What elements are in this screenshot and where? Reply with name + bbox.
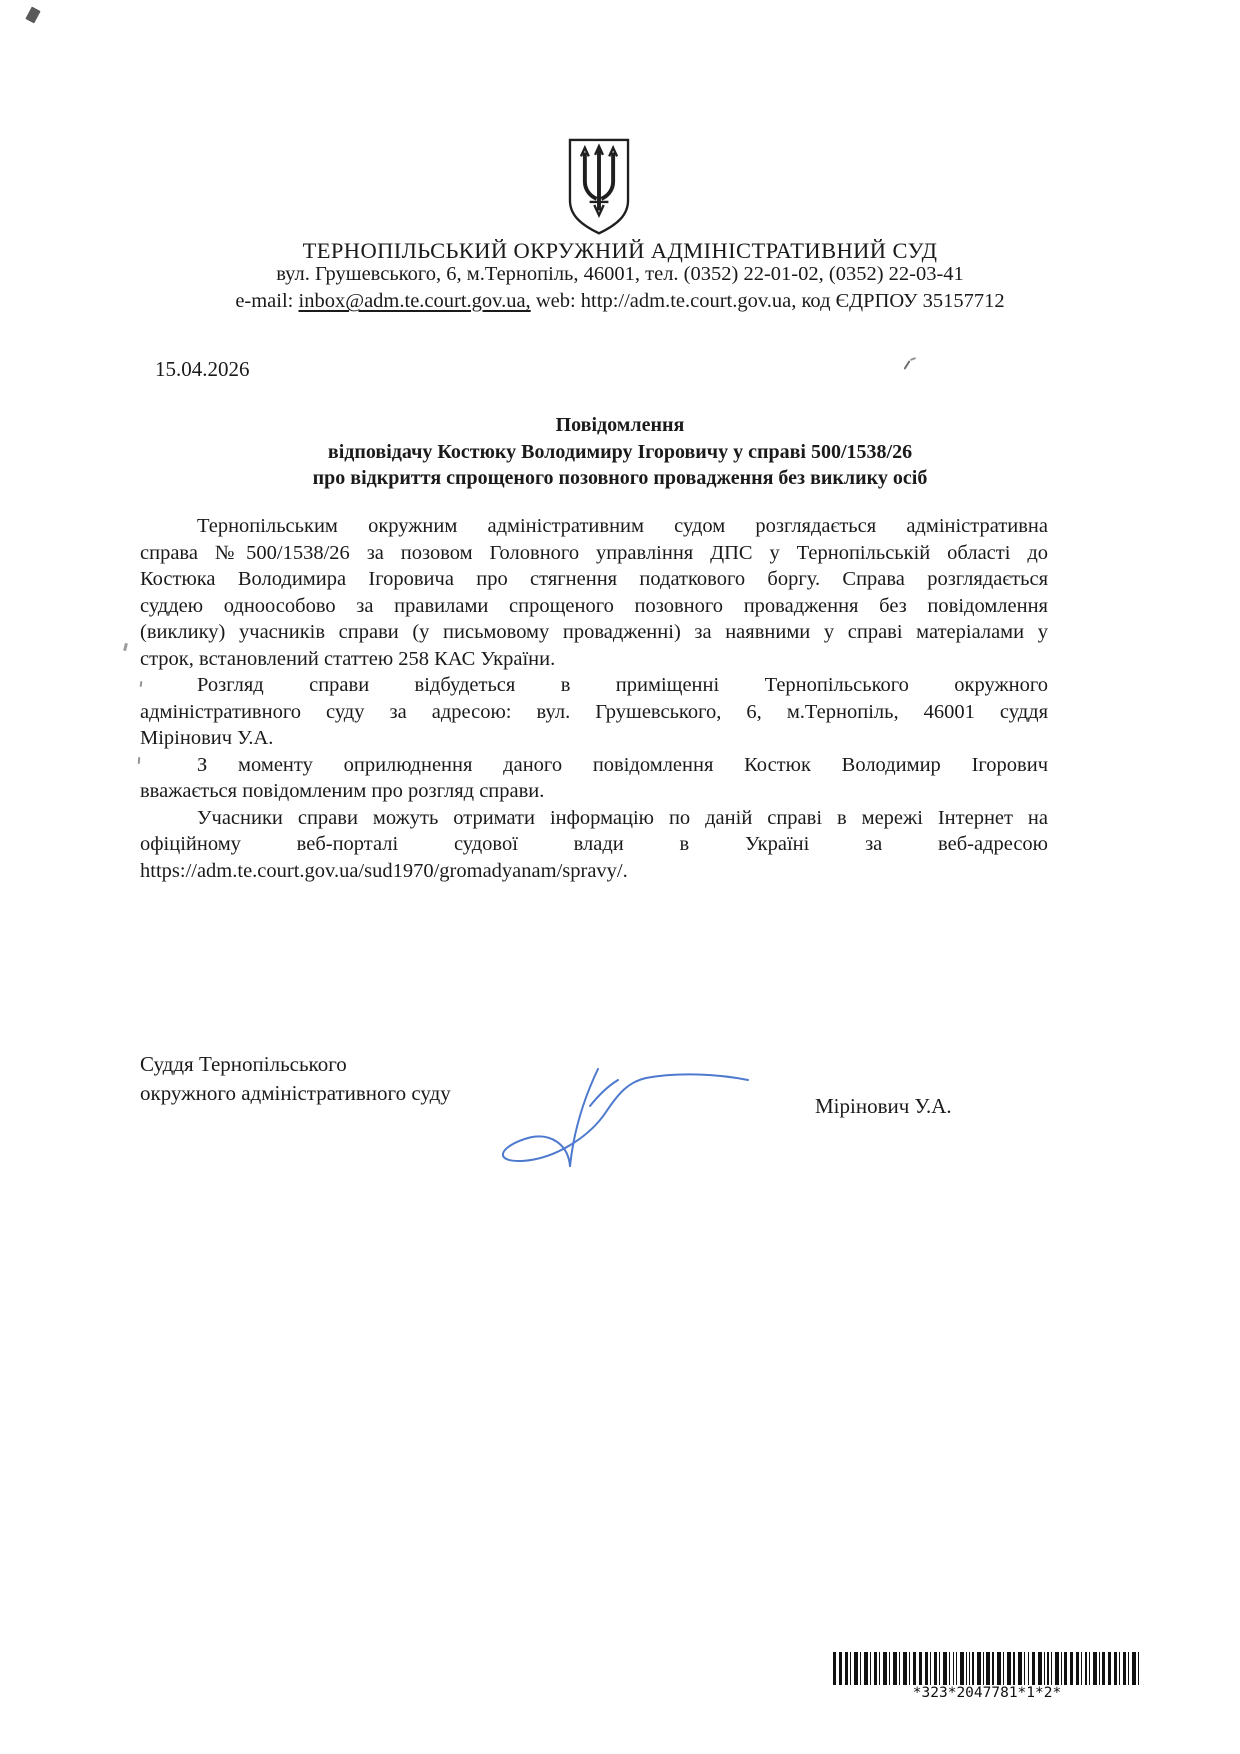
web-label: web:	[530, 290, 581, 312]
court-contacts	[0, 290, 1240, 313]
web-address: http://adm.te.court.gov.ua	[580, 290, 792, 312]
title-line-3: про відкриття спрощеного позовного провадження без виклику осіб	[312, 467, 928, 489]
document-body	[140, 513, 1048, 884]
signer-position	[140, 1050, 451, 1108]
barcode-text: *323*2047781*1*2*	[912, 1685, 1062, 1701]
email-address: inbox@adm.te.court.gov.ua,	[298, 290, 531, 312]
edrpou-code: , код ЄДРПОУ 35157712	[791, 290, 1005, 312]
body-paragraph	[140, 672, 1048, 752]
title-line-1: Повідомлення	[555, 414, 685, 436]
body-line: Учасники справи можуть отримати інформацію по даній справі в мережі Інтернет на	[197, 806, 1048, 829]
scan-artifact	[123, 643, 128, 652]
document-date: 15.04.2026	[155, 357, 250, 381]
handwritten-signature	[478, 1066, 753, 1171]
signer-name: Мірінович У.А.	[815, 1094, 952, 1118]
court-address: вул. Грушевського, 6, м.Тернопіль, 46001, тел. (0352) 22-01-02, (0352) 22-03-41	[276, 263, 964, 285]
body-line: офіційному веб-порталі судової влади в Україні за веб-адресою	[140, 833, 1048, 855]
body-line: (виклику) учасників справи (у письмовому провадженні) за наявними у справі матеріалами у	[140, 621, 1048, 643]
body-paragraph	[140, 805, 1048, 885]
email-label: e-mail:	[235, 290, 299, 312]
body-paragraph	[140, 513, 1048, 672]
body-line: https://adm.te.court.gov.ua/sud1970/gromadyanam/spravy/.	[140, 859, 628, 882]
body-line: Мірінович У.А.	[140, 727, 274, 749]
signer-position-line-2: окружного адміністративного суду	[140, 1081, 451, 1105]
body-line: суддею одноособово за правилами спрощеного позовного провадження без повідомлення	[140, 594, 1048, 617]
barcode	[833, 1652, 1141, 1685]
scan-artifact	[25, 6, 40, 23]
body-line: Тернопільським окружним адміністративним судом розглядається адміністративна	[197, 515, 1048, 537]
body-line: З моменту оприлюднення даного повідомлення Костюк Володимир Ігорович	[197, 753, 1048, 776]
scan-artifact	[904, 360, 911, 370]
body-line: Розгляд справи відбудеться в приміщенні Тернопільського окружного	[197, 674, 1048, 696]
court-name: ТЕРНОПІЛЬСЬКИЙ ОКРУЖНИЙ АДМІНІСТРАТИВНИЙ СУД	[302, 238, 938, 263]
signer-position-line-1: Суддя Тернопільського	[140, 1052, 347, 1076]
body-paragraph	[140, 752, 1048, 805]
body-line: вважається повідомленим про розгляд справи.	[140, 780, 545, 802]
ukraine-trident-emblem-icon	[556, 136, 642, 238]
body-line: строк, встановлений статтею 258 КАС України.	[140, 647, 556, 670]
document-title	[0, 412, 1240, 492]
body-line: Костюка Володимира Ігоровича про стягнення податкового боргу. Справа розглядається	[140, 568, 1048, 590]
body-line: справа №500/1538/26 за позовом Головного управління ДПС у Тернопільській області до	[140, 541, 1048, 564]
body-line: адміністративного суду за адресою: вул. Грушевського, 6, м.Тернопіль, 46001 суддя	[140, 700, 1048, 723]
title-line-2: відповідачу Костюку Володимиру Ігоровичу у справі 500/1538/26	[327, 440, 913, 463]
scan-artifact	[910, 357, 916, 361]
